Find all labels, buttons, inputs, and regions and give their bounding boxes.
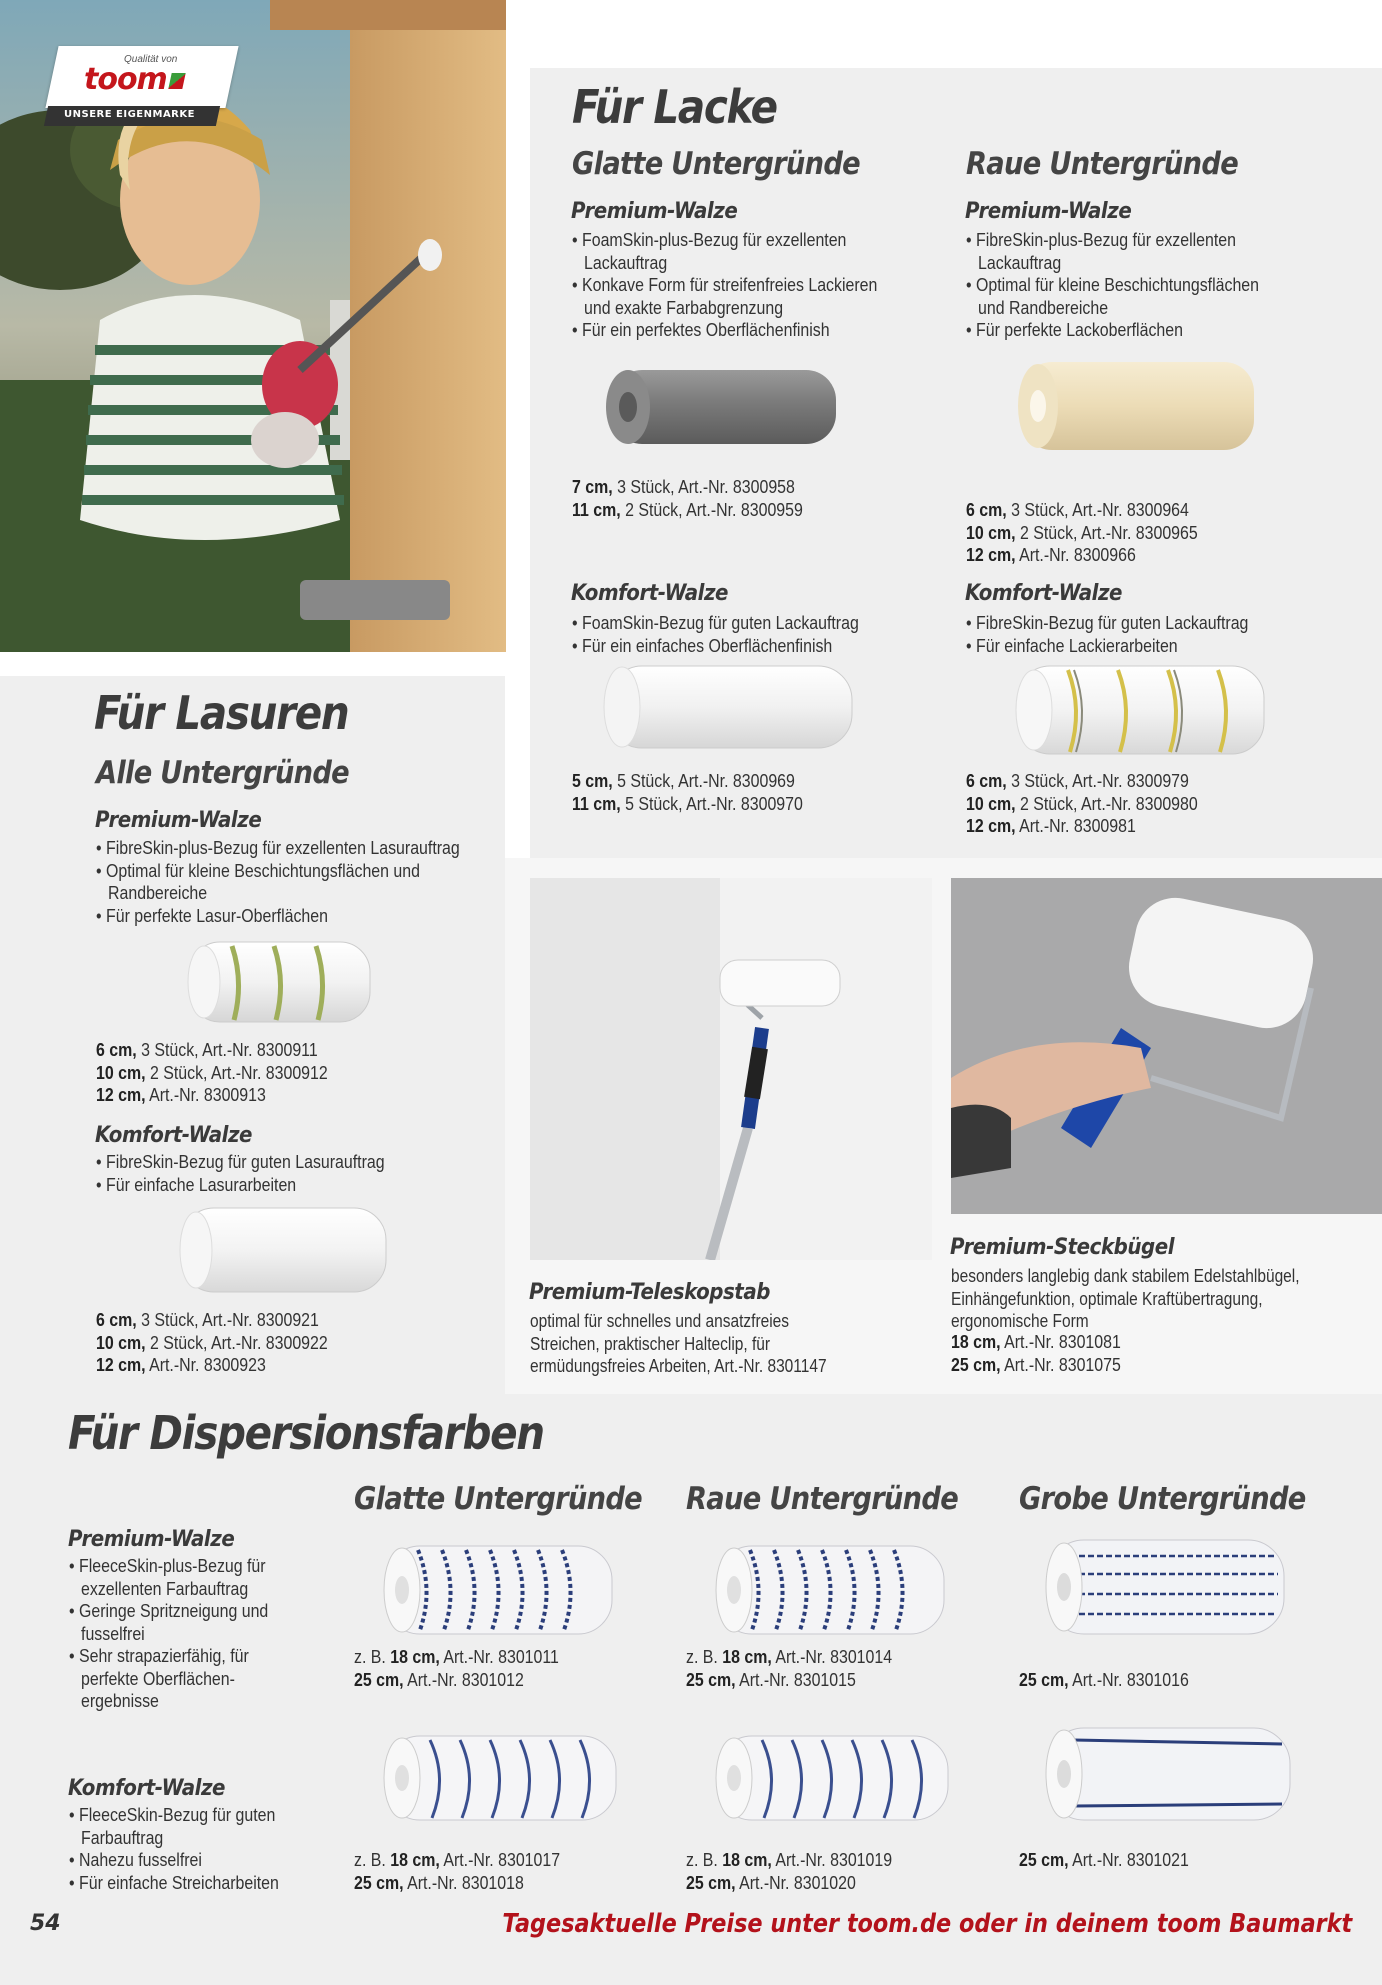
fibre-roller-cream-image [1012, 358, 1262, 454]
bullet: • Optimal für kleine Beschichtungsflächen und Randbereiche [966, 274, 1276, 319]
bullet: • FleeceSkin-Bezug für guten Farbauftrag [69, 1804, 288, 1849]
fleece-roller-premium-grob-image [1040, 1534, 1292, 1640]
dispersion-premium-grob-sizes: 25 cm, Art.-Nr. 8301016 [1019, 1669, 1189, 1690]
fibre-roller-green-stripe-image [182, 938, 378, 1026]
logo-brand: toom [84, 62, 184, 97]
foam-roller-white-image [598, 662, 860, 752]
bullet: • FoamSkin-Bezug für guten Lackauftrag [572, 612, 882, 635]
footer-slogan: Tagesaktuelle Preise unter toom.de oder in deinem toom Baumarkt [502, 1909, 1352, 1939]
logo-badge: UNSERE EIGENMARKE [64, 109, 195, 120]
bullet: • FibreSkin-plus-Bezug für exzellenten Lackauftrag [966, 229, 1276, 274]
teleskop-desc: optimal für schnelles und ansatzfreies Streichen, praktischer Halteclip, für ermüdungsfreies Arbeiten, Art.-Nr. 8301147 [530, 1311, 827, 1376]
fleece-roller-komfort-grob-image [1040, 1722, 1298, 1826]
dispersion-premium-glatt-sizes: z. B. 18 cm, Art.-Nr. 8301011 25 cm, Art.-Nr. 8301012 [354, 1646, 559, 1690]
teleskop-photo [530, 878, 932, 1260]
dispersion-premium-bullets [69, 1555, 288, 1713]
teleskop-title: Premium-Teleskopstab [529, 1280, 770, 1305]
bullet: • Für ein perfektes Oberflächenfinish [572, 319, 882, 342]
lacke-glatt-heading: Glatte Untergründe [572, 146, 860, 182]
bullet: • Konkave Form für streifenfreies Lackieren und exakte Farbabgrenzung [572, 274, 882, 319]
dispersion-komfort-glatt-sizes: z. B. 18 cm, Art.-Nr. 8301017 25 cm, Art.-Nr. 8301018 [354, 1849, 561, 1893]
lacke-glatt-premium-title: Premium-Walze [571, 199, 738, 224]
foam-roller-grey-image [598, 366, 846, 448]
lasuren-premium-sizes: 6 cm, 3 Stück, Art.-Nr. 8300911 10 cm, 2 Stück, Art.-Nr. 8300912 12 cm, Art.-Nr. 8300913 [96, 1039, 328, 1105]
fleece-roller-premium-rau-image [710, 1540, 952, 1640]
dispersion-komfort-title: Komfort-Walze [68, 1776, 226, 1801]
lacke-rau-komfort-sizes: 6 cm, 3 Stück, Art.-Nr. 8300979 10 cm, 2 Stück, Art.-Nr. 8300980 12 cm, Art.-Nr. 8300981 [966, 770, 1198, 836]
bullet: • Geringe Spritzneigung und fusselfrei [69, 1600, 288, 1645]
bullet: • Nahezu fusselfrei [69, 1849, 288, 1872]
bullet: • Für perfekte Lackoberflächen [966, 319, 1276, 342]
steckbuegel-photo [951, 878, 1382, 1214]
lasuren-komfort-bullets [96, 1151, 483, 1196]
page-number: 54 [30, 1911, 61, 1936]
toom-logo [44, 46, 234, 128]
bullet: • Optimal für kleine Beschichtungsflächen und Randbereiche [96, 860, 483, 905]
lacke-rau-komfort-bullets [966, 612, 1276, 657]
dispersion-title: Für Dispersionsfarben [68, 1406, 544, 1460]
steckbuegel-sizes: 18 cm, Art.-Nr. 8301081 25 cm, Art.-Nr. 8301075 [951, 1331, 1121, 1375]
steckbuegel-title: Premium-Steckbügel [950, 1235, 1175, 1260]
bullet: • Für einfache Lasurarbeiten [96, 1174, 483, 1197]
dispersion-premium-rau-sizes: z. B. 18 cm, Art.-Nr. 8301014 25 cm, Art.-Nr. 8301015 [686, 1646, 893, 1690]
fleece-roller-komfort-glatt-image [378, 1732, 624, 1824]
fibre-roller-yellow-stripe-image [1008, 662, 1272, 758]
lacke-rau-premium-sizes: 6 cm, 3 Stück, Art.-Nr. 8300964 10 cm, 2 Stück, Art.-Nr. 8300965 12 cm, Art.-Nr. 8300966 [966, 499, 1198, 565]
lasuren-heading: Alle Untergründe [96, 755, 349, 791]
logo-mark-icon [168, 73, 185, 89]
dispersion-komfort-rau-sizes: z. B. 18 cm, Art.-Nr. 8301019 25 cm, Art.-Nr. 8301020 [686, 1849, 893, 1893]
fibre-roller-white-image [174, 1204, 394, 1296]
bullet: • Sehr strapazierfähig, für perfekte Oberflächen-ergebnisse [69, 1645, 288, 1713]
fleece-roller-komfort-rau-image [710, 1732, 956, 1824]
dispersion-col-grob: Grobe Untergründe [1019, 1481, 1306, 1517]
lasuren-premium-title: Premium-Walze [95, 808, 262, 833]
lacke-rau-premium-title: Premium-Walze [965, 199, 1132, 224]
bullet: • Für einfache Lackierarbeiten [966, 635, 1276, 658]
bullet: • FleeceSkin-plus-Bezug für exzellenten Farbauftrag [69, 1555, 288, 1600]
bullet: • Für perfekte Lasur-Oberflächen [96, 905, 483, 928]
bullet: • FoamSkin-plus-Bezug für exzellenten Lackauftrag [572, 229, 882, 274]
logo-tagline: Qualität von [124, 54, 178, 65]
dispersion-komfort-bullets [69, 1804, 288, 1894]
dispersion-col-rau: Raue Untergründe [686, 1481, 959, 1517]
lasuren-komfort-sizes: 6 cm, 3 Stück, Art.-Nr. 8300921 10 cm, 2 Stück, Art.-Nr. 8300922 12 cm, Art.-Nr. 8300923 [96, 1309, 328, 1375]
dispersion-komfort-grob-sizes: 25 cm, Art.-Nr. 8301021 [1019, 1849, 1189, 1870]
lasuren-premium-bullets [96, 837, 483, 927]
bullet: • FibreSkin-plus-Bezug für exzellenten Lasurauftrag [96, 837, 483, 860]
bullet: • Für ein einfaches Oberflächenfinish [572, 635, 882, 658]
lacke-glatt-komfort-sizes: 5 cm, 5 Stück, Art.-Nr. 8300969 11 cm, 5 Stück, Art.-Nr. 8300970 [572, 770, 803, 814]
lacke-glatt-premium-sizes: 7 cm, 3 Stück, Art.-Nr. 8300958 11 cm, 2 Stück, Art.-Nr. 8300959 [572, 476, 803, 520]
bullet: • FibreSkin-Bezug für guten Lackauftrag [966, 612, 1276, 635]
lasuren-komfort-title: Komfort-Walze [95, 1123, 253, 1148]
lasuren-title: Für Lasuren [94, 686, 349, 740]
lacke-glatt-komfort-title: Komfort-Walze [571, 581, 729, 606]
dispersion-premium-title: Premium-Walze [68, 1527, 235, 1552]
lacke-rau-premium-bullets [966, 229, 1276, 342]
steckbuegel-desc: besonders langlebig dank stabilem Edelstahlbügel, Einhängefunktion, optimale Kraftübertragung, ergonomische Form [951, 1266, 1300, 1331]
lacke-rau-heading: Raue Untergründe [966, 146, 1239, 182]
bullet: • FibreSkin-Bezug für guten Lasurauftrag [96, 1151, 483, 1174]
lacke-title: Für Lacke [572, 80, 777, 134]
lacke-glatt-komfort-bullets [572, 612, 882, 657]
dispersion-col-glatt: Glatte Untergründe [354, 1481, 642, 1517]
lacke-rau-komfort-title: Komfort-Walze [965, 581, 1123, 606]
lacke-glatt-premium-bullets [572, 229, 882, 342]
fleece-roller-premium-glatt-image [378, 1540, 620, 1640]
bullet: • Für einfache Streicharbeiten [69, 1872, 288, 1895]
